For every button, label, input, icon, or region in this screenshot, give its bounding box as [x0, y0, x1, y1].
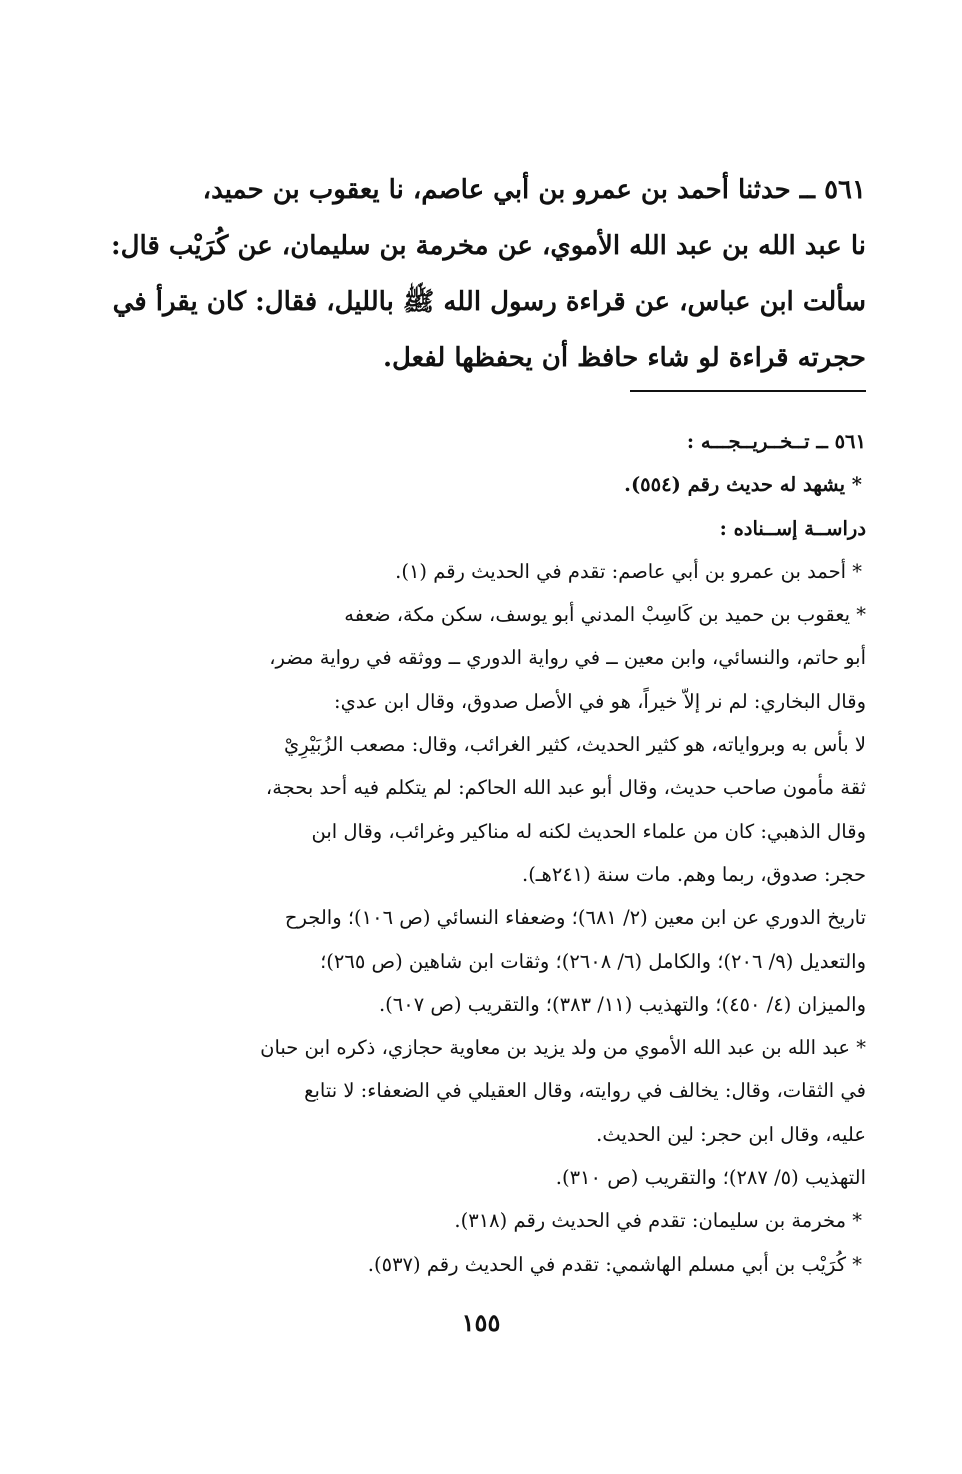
reference-line: تاريخ الدوري عن ابن معين (٢/ ٦٨١)؛ وضعفاء النسائي (ص ١٠٦)؛ والجرح — [284, 906, 866, 930]
takhrij-heading: ٥٦١ ــ تــخــريــجـــه : — [686, 430, 866, 453]
footnote-line: وقال الذهبي: كان من علماء الحديث لكنه له مناكير وغرائب، وقال ابن — [311, 819, 866, 843]
hadith-text — [94, 162, 866, 386]
hadith-line: سألت ابن عباس، عن قراءة رسول الله ﷺ بالليل، فقال: كان يقرأ في — [112, 287, 866, 317]
footnote-line: عليه، وقال ابن حجر: لين الحديث. — [596, 1122, 866, 1146]
footnote-line: * كُرَيْب بن أبي مسلم الهاشمي: تقدم في الحديث رقم (٥٣٧). — [367, 1252, 862, 1276]
hadith-line: نا عبد الله بن عبد الله الأموي، عن مخرمة بن سليمان، عن كُرَيْب قال: — [111, 231, 866, 261]
footnotes — [86, 420, 866, 1286]
footnote-separator — [630, 390, 866, 392]
reference-line: والتعديل (٩/ ٢٠٦)؛ والكامل (٦/ ٢٦٠٨)؛ وثقات ابن شاهين (ص ٢٦٥)؛ — [320, 949, 866, 973]
footnote-line: حجر: صدوق، ربما وهم. مات سنة (٢٤١هـ). — [522, 862, 866, 886]
hadith-line: حجرته قراءة لو شاء حافظ أن يحفظها لفعل. — [382, 343, 866, 373]
hadith-line: ٥٦١ ــ حدثنا أحمد بن عمرو بن أبي عاصم، نا يعقوب بن حميد، — [202, 175, 866, 205]
isnad-heading: دراســة إســناده : — [719, 516, 866, 540]
footnote-line: أبو حاتم، والنسائي، وابن معين ــ في رواية الدوري ــ ووثقه في رواية مضر، — [269, 646, 866, 670]
footnote-line: * يعقوب بن حميد بن كَاسِبْ المدني أبو يوسف، سكن مكة، ضعفه — [344, 603, 866, 627]
footnote-line: * يشهد له حديث رقم (٥٥٤). — [624, 473, 862, 497]
footnote-line: وقال البخاري: لم نر إلاّ خيراً، هو في الأصل صدوق، وقال ابن عدي: — [334, 689, 866, 713]
reference-line: والميزان (٤/ ٤٥٠)؛ والتهذيب (١١/ ٣٨٣)؛ والتقريب (ص ٦٠٧). — [378, 992, 866, 1016]
reference-line: التهذيب (٥/ ٢٨٧)؛ والتقريب (ص ٣١٠). — [555, 1166, 866, 1190]
footnote-line: * مخرمة بن سليمان: تقدم في الحديث رقم (٣١٨). — [454, 1209, 862, 1233]
footnote-line: * عبد الله بن عبد الله الأموي من ولد يزيد بن معاوية حجازي، ذكره ابن حبان — [260, 1036, 866, 1060]
footnote-line: ثقة مأمون صاحب حديث، وقال أبو عبد الله الحاكم: لم يتكلم فيه أحد بحجة، — [265, 776, 866, 800]
footnote-line: لا بأس به وبرواياته، هو كثير الحديث، كثير الغرائب، وقال: مصعب الزُبَيْرِيْ — [284, 733, 866, 757]
page-number: ١٥٥ — [461, 1308, 501, 1337]
footnote-line: في الثقات، وقال: يخالف في روايته، وقال العقيلي في الضعفاء: لا نتابع — [304, 1079, 866, 1103]
footnote-line: * أحمد بن عمرو بن أبي عاصم: تقدم في الحديث رقم (١). — [395, 559, 862, 583]
